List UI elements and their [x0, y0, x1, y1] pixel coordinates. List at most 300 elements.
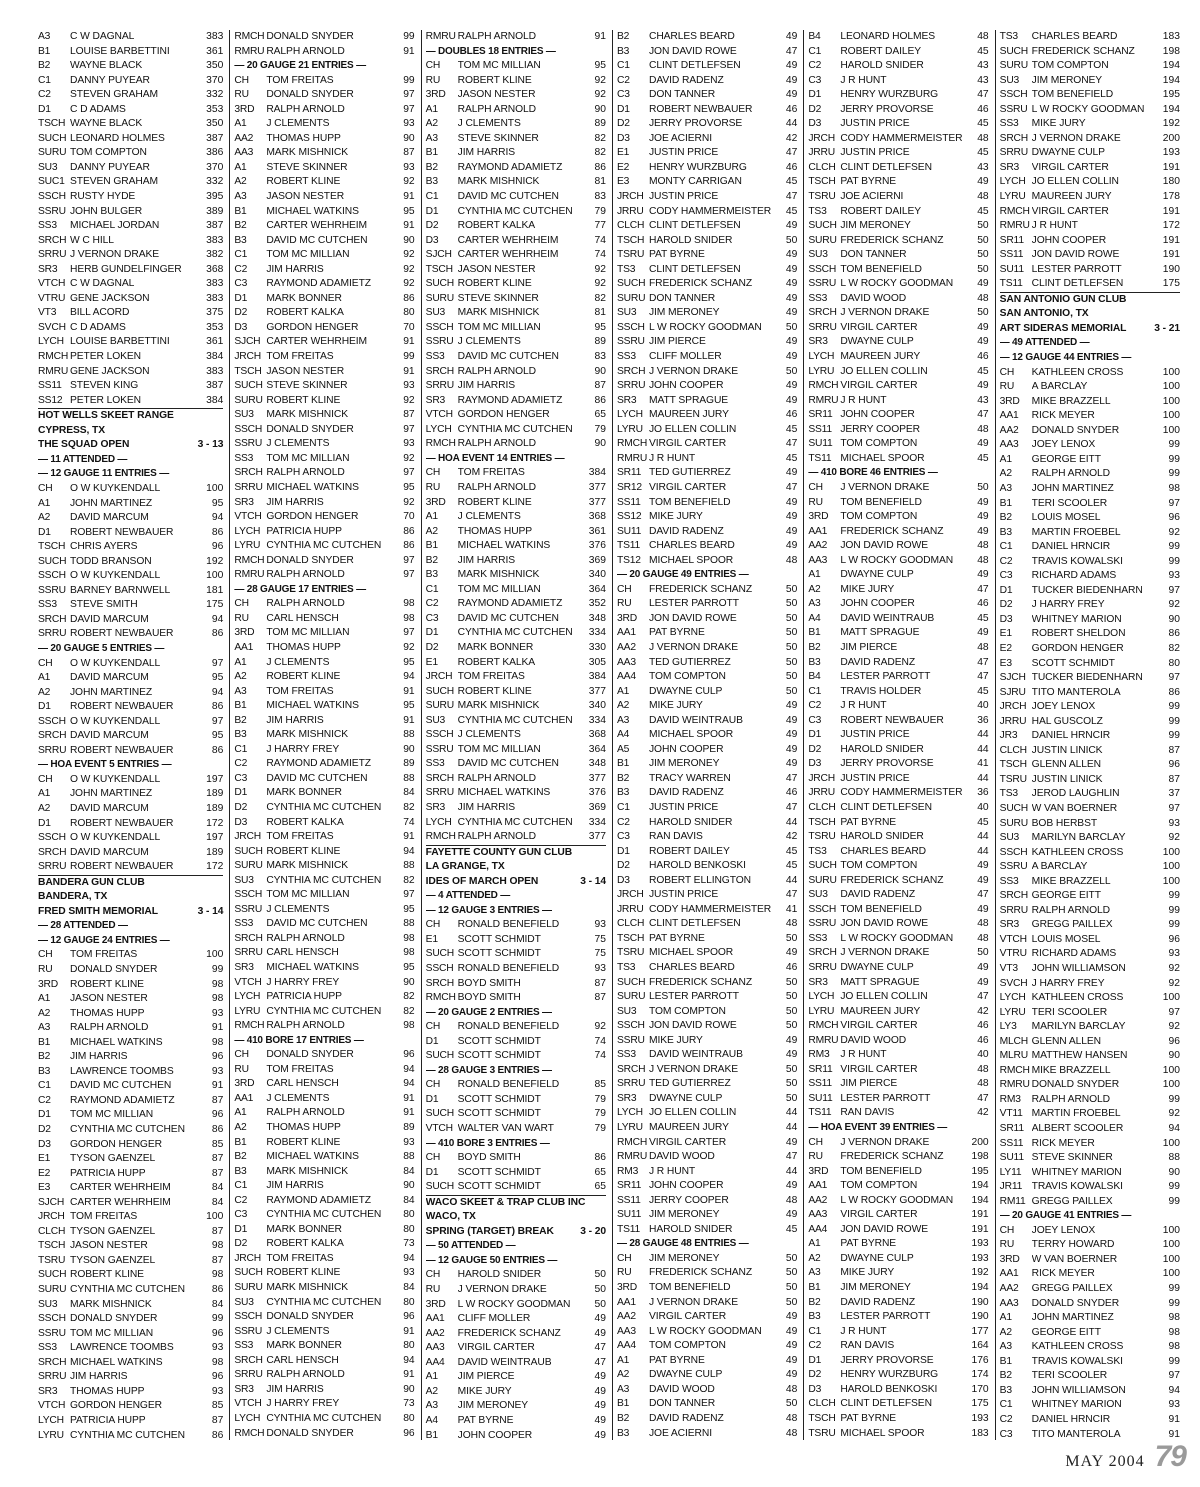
result-row: [234, 335, 414, 350]
results-column: [421, 30, 612, 1440]
result-row: [617, 641, 797, 656]
shooter-name: JIM MERONEY: [457, 1400, 529, 1412]
result-row: [1000, 977, 1180, 992]
shooter-name: CYNTHIA MC CUTCHEN: [266, 1412, 382, 1424]
class-code: 3RD: [616, 1282, 637, 1294]
result-row: [234, 670, 414, 685]
class-code: SRRU: [38, 744, 67, 756]
shooter-name: SCOTT SCHMIDT: [457, 1166, 541, 1178]
shooter-name: TUCKER BIEDENHARN: [1031, 672, 1143, 684]
class-code: SUCH: [425, 948, 455, 960]
shooter-name: MIKE BRAZZELL: [1031, 875, 1111, 887]
class-code: CH: [616, 1252, 632, 1264]
shooter-name: JIM HARRIS: [266, 1383, 324, 1395]
score: 92: [1168, 963, 1180, 974]
result-row: [234, 117, 414, 132]
class-code: B3: [425, 569, 438, 581]
result-row: [234, 1092, 414, 1107]
shooter-name: LAWRENCE TOOMBS: [70, 1342, 174, 1354]
class-code: SS3: [999, 118, 1019, 130]
class-code: SR3: [38, 263, 58, 275]
result-row: [617, 1165, 797, 1180]
score: 90: [1168, 613, 1180, 625]
result-row: [1000, 438, 1180, 453]
shooter-name: TITO MANTEROLA: [1031, 1428, 1121, 1440]
result-row: [617, 946, 797, 961]
score: 93: [594, 963, 606, 974]
result-row: [234, 45, 414, 60]
shooter-name: CYNTHIA MC CUTCHEN: [457, 205, 573, 217]
shooter-name: PATRICIA HUPP: [266, 525, 342, 537]
class-code: SRRU: [425, 787, 455, 799]
class-code: SRRU: [234, 481, 263, 493]
result-row: [426, 918, 606, 933]
class-code: SRCH: [808, 307, 837, 319]
class-code: SS11: [616, 1194, 641, 1206]
shooter-name: CYNTHIA MC CUTCHEN: [457, 423, 573, 435]
score: 48: [977, 191, 989, 203]
result-row: [38, 686, 223, 701]
result-row: [808, 1383, 988, 1398]
result-row: [808, 641, 988, 656]
score: 94: [403, 845, 415, 857]
class-code: SSRU: [999, 861, 1028, 873]
shooter-name: DAVID MARCUM: [70, 512, 149, 524]
class-code: A2: [616, 1369, 630, 1381]
class-code: 3RD: [234, 627, 255, 639]
class-code: SSRU: [38, 205, 66, 217]
result-row: [617, 1208, 797, 1223]
shooter-name: JIM MERONEY: [648, 758, 720, 770]
class-code: AA1: [425, 1313, 445, 1325]
class-code: D2: [808, 743, 822, 755]
class-code: TS3: [616, 263, 636, 275]
shooter-name: HAROLD SNIDER: [648, 816, 733, 828]
score: 49: [977, 627, 989, 639]
class-code: SRCH: [234, 932, 263, 944]
score: 86: [211, 526, 224, 538]
class-code: VT11: [999, 1108, 1023, 1120]
score: 83: [594, 351, 606, 363]
score: 49: [785, 1340, 798, 1352]
score: 91: [403, 685, 415, 697]
score: 99: [1168, 1195, 1180, 1207]
shooter-name: MIKE BRAZZELL: [1031, 395, 1111, 407]
result-row: [617, 656, 797, 671]
results-column: [995, 30, 1186, 1440]
score: 175: [1162, 278, 1180, 290]
shooter-name: CYNTHIA MC CUTCHEN: [70, 1284, 185, 1296]
class-code: SSCH: [234, 889, 263, 901]
class-code: SU3: [808, 249, 828, 261]
score: 98: [1168, 1341, 1180, 1353]
class-code: JRRU: [999, 715, 1027, 727]
score: 350: [206, 60, 224, 72]
result-row: [808, 1077, 988, 1092]
class-code: CLCH: [808, 161, 836, 173]
score: 44: [977, 743, 989, 755]
shooter-name: RAYMOND ADAMIETZ: [457, 161, 563, 173]
score: 193: [1162, 147, 1180, 159]
score: 49: [785, 758, 798, 770]
score: 96: [1168, 933, 1180, 945]
score: 377: [588, 481, 606, 493]
shooter-name: MIKE JURY: [457, 1385, 512, 1397]
class-code: CH: [425, 1021, 441, 1033]
shooter-name: RALPH ARNOLD: [1031, 904, 1110, 916]
result-row: [808, 1106, 988, 1121]
shooter-name: FREDERICK SCHANZ: [840, 525, 944, 537]
shooter-name: CYNTHIA MC CUTCHEN: [70, 1429, 185, 1440]
result-row: [1000, 947, 1180, 962]
class-code: SS3: [616, 1049, 636, 1061]
shooter-name: CYNTHIA MC CUTCHEN: [266, 801, 382, 813]
class-code: A1: [38, 788, 51, 800]
score: 94: [403, 671, 415, 683]
class-code: C3: [425, 612, 439, 624]
shooter-name: TODD BRANSON: [70, 555, 152, 567]
score: 94: [211, 512, 224, 524]
shooter-name: SCOTT SCHMIDT: [457, 1050, 541, 1062]
shooter-name: VIRGIL CARTER: [648, 1311, 727, 1323]
score: 377: [588, 685, 606, 697]
score: 91: [403, 365, 415, 377]
event-subheading: — HOA EVENT 5 ENTRIES —: [38, 759, 172, 771]
class-code: SS3: [808, 292, 828, 304]
class-code: SRRU: [38, 628, 67, 640]
class-code: E3: [38, 1182, 51, 1194]
score: 36: [977, 714, 989, 726]
result-row: [808, 408, 988, 423]
shooter-name: J CLEMENTS: [266, 1092, 330, 1104]
score: 48: [977, 1063, 989, 1075]
class-code: AA3: [425, 1342, 445, 1354]
class-code: SURU: [808, 874, 837, 886]
result-row: [426, 379, 606, 394]
class-code: SRRU: [616, 380, 646, 392]
shooter-name: MARK MISHNICK: [266, 1282, 348, 1294]
result-row: [617, 772, 797, 787]
shooter-name: MATT SPRAGUE: [648, 394, 729, 406]
result-row: [234, 1237, 414, 1252]
shooter-name: VIRGIL CARTER: [840, 1063, 918, 1075]
class-code: SRCH: [999, 132, 1029, 144]
result-row: [617, 365, 797, 380]
result-row: [1000, 132, 1180, 147]
score: 96: [211, 1051, 224, 1063]
event-heading: [426, 875, 606, 890]
shooter-name: J R HUNT: [648, 1165, 696, 1177]
class-code: SURU: [38, 147, 67, 159]
class-code: CLCH: [616, 220, 645, 232]
result-row: [234, 1354, 414, 1369]
result-row: [38, 117, 223, 132]
shooter-name: STEVEN GRAHAM: [70, 89, 158, 101]
shooter-name: SCOTT SCHMIDT: [457, 1181, 541, 1193]
score: 50: [977, 249, 989, 261]
score: 96: [1168, 759, 1180, 771]
class-code: CH: [616, 583, 632, 595]
shooter-name: MARILYN BARCLAY: [1031, 832, 1126, 844]
score: 90: [594, 103, 606, 115]
shooter-name: RAN DAVIS: [840, 1340, 895, 1352]
score: 92: [403, 641, 415, 653]
class-code: VTCH: [38, 278, 66, 290]
score: 45: [977, 685, 989, 697]
class-code: SSRU: [616, 1034, 645, 1046]
shooter-name: TOM FREITAS: [266, 685, 334, 697]
class-code: D3: [808, 758, 822, 770]
class-code: CLCH: [38, 1225, 66, 1237]
shooter-name: TOM COMPTON: [70, 147, 147, 159]
score: 93: [403, 1267, 415, 1279]
result-row: [426, 597, 606, 612]
class-code: 3RD: [38, 978, 58, 990]
shooter-name: MICHAEL JORDAN: [70, 220, 160, 232]
class-code: LYCH: [234, 991, 261, 1003]
score: 92: [594, 1021, 606, 1033]
shooter-name: GEORGE EITT: [1031, 453, 1101, 465]
score: 84: [403, 1194, 415, 1206]
result-row: [617, 874, 797, 889]
class-code: B1: [234, 1136, 247, 1148]
result-row: [38, 773, 223, 788]
shooter-name: CLINT DETLEFSEN: [648, 263, 741, 275]
score: 190: [1162, 263, 1180, 275]
class-code: SRRU: [616, 1078, 646, 1090]
shooter-name: TOM BENEFIELD: [648, 496, 731, 508]
result-row: [426, 699, 606, 714]
score: 48: [977, 932, 989, 944]
shooter-name: MARTIN FROEBEL: [1031, 1108, 1121, 1120]
result-row: [426, 408, 606, 423]
class-code: CH: [234, 598, 249, 610]
result-row: [617, 205, 797, 220]
score: 48: [977, 31, 989, 42]
club-name: [1000, 292, 1180, 308]
result-row: [426, 248, 606, 263]
class-code: SR3: [234, 496, 254, 508]
score: 100: [1162, 992, 1180, 1004]
shooter-name: DWAYNE CULP: [840, 962, 914, 973]
result-row: [38, 978, 223, 993]
score: 82: [594, 132, 606, 144]
class-code: C2: [38, 1094, 51, 1106]
shooter-name: CLINT DETLEFSEN: [648, 60, 741, 72]
result-row: [234, 321, 414, 336]
shooter-name: THOMAS HUPP: [266, 1122, 341, 1134]
shooter-name: DWAYNE CULP: [840, 569, 914, 581]
result-row: [617, 510, 797, 525]
class-code: SU11: [999, 1152, 1024, 1164]
class-code: SSRU: [616, 336, 645, 348]
result-row: [234, 1339, 414, 1354]
result-row: [426, 714, 606, 729]
result-row: [234, 1179, 414, 1194]
result-row: [38, 744, 223, 759]
score: 99: [1168, 1355, 1180, 1367]
result-row: [1000, 1122, 1180, 1137]
score: 86: [1168, 628, 1180, 640]
shooter-name: ROBERT NEWBAUER: [648, 103, 753, 115]
class-code: CLCH: [808, 801, 836, 813]
shooter-name: TRAVIS KOWALSKI: [1031, 555, 1123, 567]
shooter-name: JASON NESTER: [70, 1240, 148, 1252]
result-row: [234, 1296, 414, 1311]
class-code: CH: [425, 1152, 441, 1164]
shooter-name: CODY HAMMERMEISTER: [648, 903, 772, 915]
score: 93: [594, 919, 606, 931]
shooter-name: DONALD SNYDER: [70, 964, 158, 975]
shooter-name: JIM HARRIS: [457, 380, 516, 392]
class-code: A1: [808, 569, 821, 581]
class-code: D1: [425, 1093, 439, 1105]
score: 87: [403, 147, 415, 159]
shooter-name: SCOTT SCHMIDT: [1031, 657, 1115, 669]
result-row: [234, 1310, 414, 1325]
class-code: LYCH: [38, 336, 64, 348]
shooter-name: TRAVIS KOWALSKI: [1031, 1181, 1123, 1193]
score: 94: [211, 686, 224, 698]
score: 92: [1168, 977, 1180, 989]
score: 164: [971, 1340, 989, 1352]
class-code: SSCH: [808, 903, 837, 915]
score: 86: [594, 394, 606, 406]
score: 96: [211, 541, 224, 553]
shooter-name: PETER LOKEN: [70, 394, 141, 406]
score: 97: [403, 889, 415, 901]
score: 90: [403, 976, 415, 988]
event-subheading: — 20 GAUGE 49 ENTRIES —: [616, 569, 749, 581]
class-code: D3: [38, 1138, 51, 1150]
class-code: SSRU: [234, 1325, 263, 1337]
score: 95: [403, 481, 415, 493]
shooter-name: JO ELLEN COLLIN: [840, 365, 928, 377]
shooter-name: DAVID WEINTRAUB: [648, 1049, 743, 1061]
result-row: [234, 830, 414, 845]
result-row: [1000, 657, 1180, 672]
score: 82: [594, 292, 606, 304]
score: 82: [1168, 642, 1180, 654]
shooter-name: JIM HARRIS: [457, 554, 516, 566]
shooter-name: TOM COMPTON: [1031, 60, 1109, 72]
score: 353: [206, 321, 224, 333]
score: 377: [588, 831, 606, 843]
result-row: [1000, 395, 1180, 410]
score: 92: [594, 89, 606, 101]
result-row: [426, 612, 606, 627]
shooter-name: RICK MEYER: [1031, 1268, 1095, 1280]
class-code: RMCH: [999, 205, 1030, 217]
shooter-name: CHARLES BEARD: [648, 540, 735, 552]
shooter-name: HAROLD BENKOSKI: [840, 1383, 938, 1395]
result-row: [234, 1005, 414, 1020]
shooter-name: ROBERT NEWBAUER: [70, 817, 174, 829]
shooter-name: LESTER PARROTT: [648, 991, 739, 1003]
class-code: TSRU: [616, 249, 645, 261]
score: 99: [1168, 890, 1180, 902]
score: 183: [1162, 31, 1180, 42]
class-code: A4: [616, 729, 630, 741]
shooter-name: GREGG PAILLEX: [1031, 1283, 1113, 1295]
class-code: TS11: [808, 1107, 832, 1119]
class-code: SS12: [38, 394, 63, 406]
class-code: SSCH: [808, 263, 837, 275]
class-code: A2: [999, 1326, 1012, 1338]
score: 91: [1168, 1428, 1180, 1440]
score: 45: [785, 423, 798, 435]
class-code: C3: [999, 570, 1013, 582]
score: 81: [594, 307, 606, 319]
result-row: [38, 1399, 223, 1414]
score: 49: [594, 1414, 606, 1426]
score: 50: [785, 598, 798, 610]
class-code: TSCH: [38, 1240, 66, 1252]
result-row: [808, 1427, 988, 1441]
class-code: AA1: [999, 410, 1019, 422]
class-code: D2: [616, 118, 630, 130]
result-row: [38, 1196, 223, 1211]
shooter-name: JERRY PROVORSE: [840, 758, 934, 770]
shooter-name: FREDERICK SCHANZ: [648, 583, 753, 595]
class-code: LYCH: [234, 1412, 261, 1424]
shooter-name: ROBERT NEWBAUER: [840, 714, 944, 726]
score: 368: [588, 729, 606, 741]
result-row: [617, 263, 797, 278]
shooter-name: RALPH ARNOLD: [457, 103, 536, 115]
score: 40: [977, 801, 989, 813]
class-code: TSRU: [808, 831, 836, 843]
result-row: [38, 613, 223, 628]
event-subheading: — 20 GAUGE 41 ENTRIES —: [999, 1210, 1132, 1222]
class-code: AA2: [616, 1311, 636, 1323]
class-code: SR11: [999, 234, 1024, 246]
shooter-name: STEVE SMITH: [70, 599, 138, 611]
class-code: SU3: [808, 889, 828, 901]
shooter-name: VIRGIL CARTER: [840, 321, 918, 333]
score: 91: [403, 831, 415, 843]
score: 41: [977, 758, 989, 770]
shooter-name: RALPH ARNOLD: [266, 569, 345, 581]
shooter-name: MAUREEN JURY: [840, 351, 921, 363]
result-row: [1000, 424, 1180, 439]
score: 80: [403, 307, 415, 319]
class-code: SVCH: [38, 321, 66, 333]
class-code: LYCH: [808, 991, 835, 1003]
score: 50: [785, 1267, 798, 1279]
shooter-name: TOM BENEFIELD: [840, 496, 922, 508]
result-row: [234, 1194, 414, 1209]
score: 42: [977, 1107, 989, 1119]
class-code: RU: [234, 1063, 249, 1075]
class-code: SR3: [616, 394, 637, 406]
class-code: SS3: [808, 932, 828, 944]
score: 50: [785, 234, 798, 246]
score: 370: [206, 161, 224, 173]
result-row: [617, 1077, 797, 1092]
score: 48: [977, 292, 989, 304]
class-code: RU: [425, 74, 441, 86]
class-code: AA3: [616, 656, 636, 668]
score: 99: [1168, 439, 1180, 451]
score: 91: [403, 1107, 415, 1119]
shooter-name: FREDERICK SCHANZ: [840, 874, 944, 886]
result-row: [617, 481, 797, 496]
result-row: [426, 1049, 606, 1064]
score: 50: [785, 932, 798, 944]
score: 45: [785, 860, 798, 872]
score: 334: [588, 816, 606, 828]
